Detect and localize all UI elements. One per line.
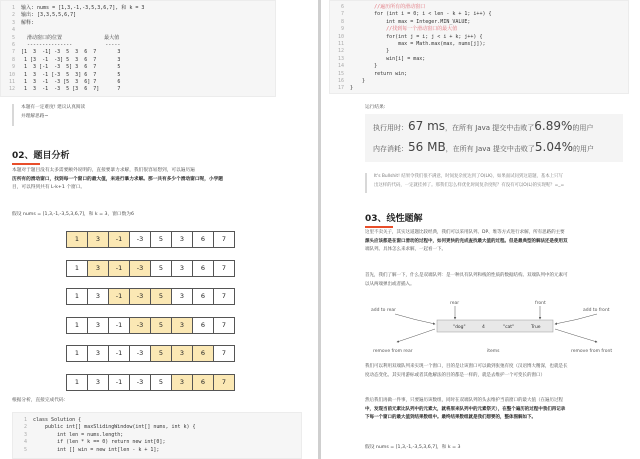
code-line: 13 win[i] = max;	[337, 55, 426, 62]
array-cell: 7	[213, 288, 235, 305]
traverse-para-line-3: 下每一个窗口的最大值到结果数组中。最终结果数组就是我们想要的，整体图解如下。	[365, 415, 536, 421]
remove-rear-arrow-icon	[397, 329, 435, 342]
array-cell: 5	[150, 260, 172, 277]
array-cell: 3	[87, 345, 109, 362]
note-line-1: 本题有一定难度! 建议认真阅读	[21, 105, 86, 110]
code-line: 3 解释:	[11, 19, 35, 26]
solution-code-block-part1	[12, 412, 302, 459]
array-cell: 6	[192, 260, 214, 277]
code-line: 9 //找到每一个滑动窗口的最大值	[340, 26, 458, 33]
array-cell: 1	[66, 260, 88, 277]
code-line: 2 输出: [3,3,5,5,6,7]	[11, 12, 77, 19]
array-cell: 3	[171, 231, 193, 248]
code-line: 5 int [] win = new int[len - k + 1];	[23, 446, 160, 453]
window-para-line-2: 度动态变化。其实用游标或者其他解法的目的都是一样的，就是去维护一个可变长的窗口）	[365, 372, 545, 378]
array-cell: 1	[66, 288, 88, 305]
window-row	[67, 345, 235, 362]
window-row	[67, 317, 235, 334]
add-rear-arrow-icon	[395, 314, 435, 324]
traverse-para-line-1: 然后我们再做一件事，只要遍历该数组，同时在双端队列的头去维护当前窗口的最大值（在遍历过程	[365, 398, 563, 403]
array-cell: -1	[108, 345, 130, 362]
rear-label: rear	[450, 301, 460, 306]
array-cell: 7	[213, 260, 235, 277]
traverse-para-line-2: 中，发现当前元素比队列中的元素大，就将原来队列中的元素祭天），在整个遍历的过程中我们再记录	[365, 406, 566, 412]
array-cell: 3	[171, 288, 193, 305]
bullshit-line-2: 出这样的代码，一定就挂掉了。那我们怎么样优化时间复杂度呢？有没有可以O(L)的实现呢？=_=	[374, 182, 565, 188]
add-front-label: add to front	[583, 308, 610, 313]
front-label: front	[535, 301, 546, 306]
array-cell: 3	[171, 317, 193, 334]
deque-diagram	[365, 296, 627, 356]
code-line: 8 1 [3 -1 -3] 5 3 6 7 3	[11, 56, 121, 63]
remove-front-label: remove from front	[571, 349, 613, 354]
assumption-text: 假设 nums = [1,3,-1,-3,5,3,6,7]，和 k = 3，窗口数为6	[12, 212, 134, 217]
array-cell: -3	[129, 345, 151, 362]
deque-para-line-1: 首先，我们了解一下，什么是双端队列：是一种具有队列和栈的性质的数据结构。双端队列中的元素可	[365, 273, 568, 278]
array-cell: -3	[129, 260, 151, 277]
deque-item-3: True	[531, 325, 541, 330]
linear-para-line-1: 这里不卖关子，其实这道题比较经典，我们可以采用队列、DP、堆等方式进行求解，所有思路的主要	[365, 230, 565, 235]
code-line: 2 public int[] maxSlidingWindow(int[] nums, int k) {	[23, 424, 196, 431]
note-line-2: 并理解思路~	[21, 113, 49, 119]
linear-para-line-3: 端队列。具体怎么来求解，一起看一下。	[365, 247, 446, 253]
code-line: 5 滑动窗口的位置 最大值	[11, 34, 120, 41]
array-cell: 1	[66, 317, 88, 334]
array-cell: 3	[87, 317, 109, 334]
add-front-arrow-icon	[555, 314, 597, 324]
code-line: 6 --------------- -----	[11, 42, 121, 48]
array-cell: 6	[192, 374, 214, 391]
code-line: 10 for(int j = i; j < i + k; j++) {	[337, 33, 483, 40]
window-row	[67, 374, 235, 391]
remove-rear-label: remove from rear	[373, 349, 413, 354]
code-line: 6 //遍历所有的滑动窗口	[340, 4, 426, 10]
code-line: 12 1 3 -1 -3 5 [3 6 7] 7	[8, 86, 121, 93]
code-line: 9 1 3 [-1 -3 5] 3 6 7 5	[11, 64, 121, 71]
array-cell: 1	[66, 345, 88, 362]
array-cell: 5	[150, 345, 172, 362]
deque-item-1: 4	[482, 325, 485, 330]
array-cell: -3	[129, 374, 151, 391]
code-line: 4 if (len * k == 0) return new int[0];	[23, 439, 166, 446]
window-row	[67, 288, 235, 305]
array-cell: 1	[66, 374, 88, 391]
code-line: 10 1 3 -1 [-3 5 3] 6 7 5	[8, 71, 121, 78]
right-page	[321, 0, 640, 459]
problem-analysis-heading: 02、题目分析	[12, 148, 70, 165]
bullshit-line-1: It's Bullshit! 结果令我们很不满意，时间复杂度达到了O(LK)，如果面试问到这道题，基本上只写	[374, 174, 563, 179]
items-label: items	[487, 349, 500, 354]
window-row	[67, 260, 235, 277]
array-cell: 5	[150, 374, 172, 391]
code-line: 7 [1 3 -1] -3 5 3 6 7 3	[11, 49, 121, 56]
array-cell: 7	[213, 231, 235, 248]
analysis-para-line-1: 本题对于题目没有太多需要额外说明的，直接要暴力求解，我们很容易想到，可以遍历遍	[12, 168, 195, 173]
difficulty-note	[12, 104, 212, 126]
window-para-line-1: 我们可以利用双端队列来实现一个窗口，目的是让该窗口可以做到张弛有度（汉语博大精深，也就是长	[365, 364, 568, 369]
array-cell: 3	[87, 260, 109, 277]
code-line: 15 return win;	[337, 70, 408, 77]
code-intro-text: 根据分析，直接完成代码：	[12, 398, 69, 403]
array-cell: 7	[213, 345, 235, 362]
result-label: 运行结果:	[365, 105, 386, 110]
deque-para-line-2: 以从两端弹出或者插入。	[365, 281, 415, 287]
code-line: 16 }	[337, 78, 366, 84]
array-cell: 6	[192, 345, 214, 362]
array-cell: 5	[150, 231, 172, 248]
code-line: 1 class Solution {	[23, 417, 82, 423]
array-cell: 3	[87, 288, 109, 305]
array-cell: -1	[108, 374, 130, 391]
array-cell: -1	[108, 317, 130, 334]
code-line: 17 }	[337, 85, 354, 92]
array-cell: -1	[108, 260, 130, 277]
array-cell: -3	[129, 317, 151, 334]
add-rear-label: add to rear	[371, 308, 396, 313]
code-line: 11 max = Math.max(max, nums[j]);	[337, 41, 486, 47]
code-line: 4	[11, 27, 15, 34]
array-cell: 3	[87, 374, 109, 391]
array-cell: 6	[192, 231, 214, 248]
example-code-block	[0, 0, 276, 97]
analysis-para-line-3: 目，可以得到共有 L-k+1 个窗口。	[12, 185, 86, 191]
code-line: 1 输入: nums = [1,3,-1,-3,5,3,6,7], 和 k = 3	[11, 5, 145, 11]
array-cell: 6	[192, 317, 214, 334]
code-line: 14 }	[337, 63, 378, 70]
code-line: 3 int len = nums.length;	[23, 431, 124, 438]
right-assumption-text: 假设 nums = [1,3,-1,-3,5,3,6,7]，和 k = 3	[365, 445, 461, 450]
runtime-stat: 执行用时：67 ms，在所有 Java 提交中击败了6.89%的用户	[373, 119, 594, 133]
window-row	[67, 231, 235, 248]
deque-item-2: "cat"	[503, 325, 515, 330]
linear-para-line-2: 源头应该都是在窗口滑动的过程中，如何更快的完成查找最大值的过程。但是最典型的解法还是使用双	[365, 238, 568, 244]
array-cell: 7	[213, 317, 235, 334]
array-cell: -1	[108, 231, 130, 248]
deque-item-0: "dog"	[453, 325, 466, 330]
array-cell: 6	[192, 288, 214, 305]
analysis-para-line-2: 历所有的滑动窗口，找到每一个窗口的最大值，来进行暴力求解。那一共有多少个滑动窗口呢，小学题	[12, 176, 223, 182]
array-cell: 3	[171, 260, 193, 277]
array-cell: 3	[171, 345, 193, 362]
code-line: 12 }	[337, 48, 390, 55]
array-cell: -3	[129, 231, 151, 248]
solution-code-block-part2	[329, 0, 629, 94]
array-cell: -1	[108, 288, 130, 305]
array-cell: -3	[129, 288, 151, 305]
code-line: 8 int max = Integer.MIN_VALUE;	[340, 18, 471, 25]
result-panel	[365, 114, 623, 162]
array-cell: 7	[213, 374, 235, 391]
array-cell: 1	[66, 231, 88, 248]
code-line: 11 1 3 -1 -3 [5 3 6] 7 6	[8, 79, 121, 85]
bullshit-note	[365, 173, 627, 193]
memory-stat: 内存消耗：56 MB，在所有 Java 提交中击败了5.04%的用户	[373, 140, 595, 154]
linear-solution-heading: 03、线性题解	[365, 211, 423, 228]
array-cell: 5	[150, 317, 172, 334]
array-cell: 5	[150, 288, 172, 305]
left-page	[0, 0, 318, 459]
array-cell: 3	[87, 231, 109, 248]
code-line: 7 for (int i = 0; i < len - k + 1; i++) {	[340, 11, 492, 18]
array-cell: 3	[171, 374, 193, 391]
remove-front-arrow-icon	[555, 329, 597, 342]
